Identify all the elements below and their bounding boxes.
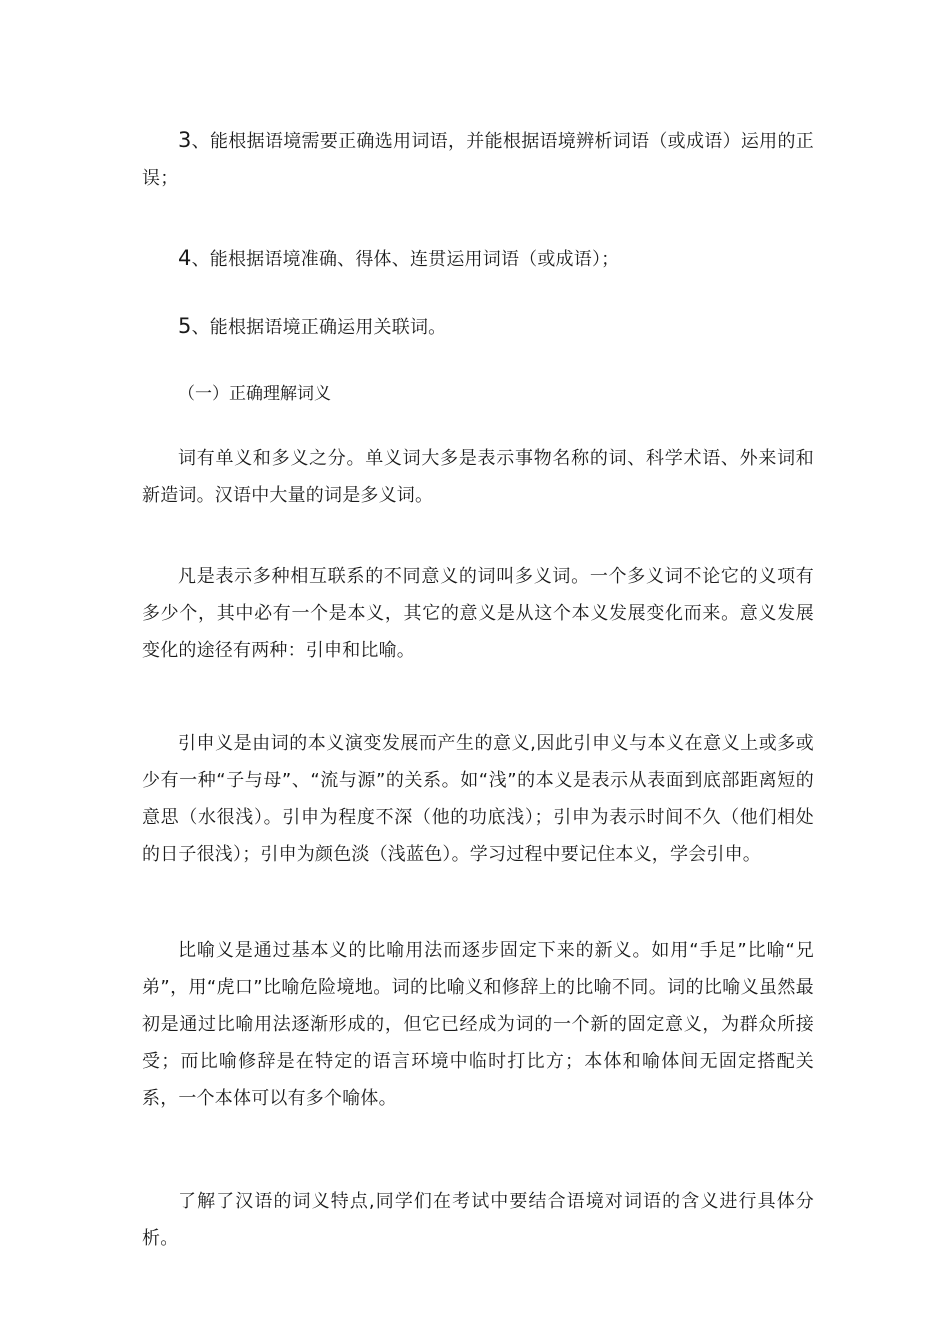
list-number: 4 [178, 246, 192, 270]
list-item-4 [142, 240, 814, 278]
list-number: 5 [178, 314, 192, 338]
list-item-5 [142, 308, 814, 346]
list-text: 、能根据语境需要正确选用词语，并能根据语境辨析词语（或成语）运用的正误； [142, 131, 814, 189]
list-item-3 [142, 122, 814, 197]
list-text: 、能根据语境正确运用关联词。 [191, 317, 447, 338]
paragraph-conclusion: 了解了汉语的词义特点,同学们在考试中要结合语境对词语的含义进行具体分析。 [142, 1191, 814, 1249]
paragraph-polysemy: 凡是表示多种相互联系的不同意义的词叫多义词。一个多义词不论它的义项有多少个，其中必有一个是本义，其它的意义是从这个本义发展变化而来。意义发展变化的途径有两种：引申和比喻。 [142, 566, 814, 661]
section-heading: （一）正确理解词义 [178, 384, 331, 404]
paragraph-extended-meaning: 引申义是由词的本义演变发展而产生的意义,因此引申义与本义在意义上或多或少有一种“子与母”、“流与源”的关系。如“浅”的本义是表示从表面到底部距离短的意思（水很浅）。引申为程度不深（他的功底浅）；引申为表示时间不久（他们相处的日子很浅）；引申为颜色淡（浅蓝色）。学习过程中要记住本义，学会引申。 [142, 733, 814, 865]
paragraph-metaphorical-meaning: 比喻义是通过基本义的比喻用法而逐步固定下来的新义。如用“手足”比喻“兄弟”，用“虎口”比喻危险境地。词的比喻义和修辞上的比喻不同。词的比喻义虽然最初是通过比喻用法逐渐形成的，但它已经成为词的一个新的固定意义，为群众所接受；而比喻修辞是在特定的语言环境中临时打比方；本体和喻体间无固定搭配关系，一个本体可以有多个喻体。 [142, 940, 814, 1109]
list-text: 、能根据语境准确、得体、连贯运用词语（或成语）； [191, 249, 620, 270]
list-number: 3 [178, 128, 192, 152]
paragraph-word-meaning: 词有单义和多义之分。单义词大多是表示事物名称的词、科学术语、外来词和新造词。汉语中大量的词是多义词。 [142, 448, 814, 506]
